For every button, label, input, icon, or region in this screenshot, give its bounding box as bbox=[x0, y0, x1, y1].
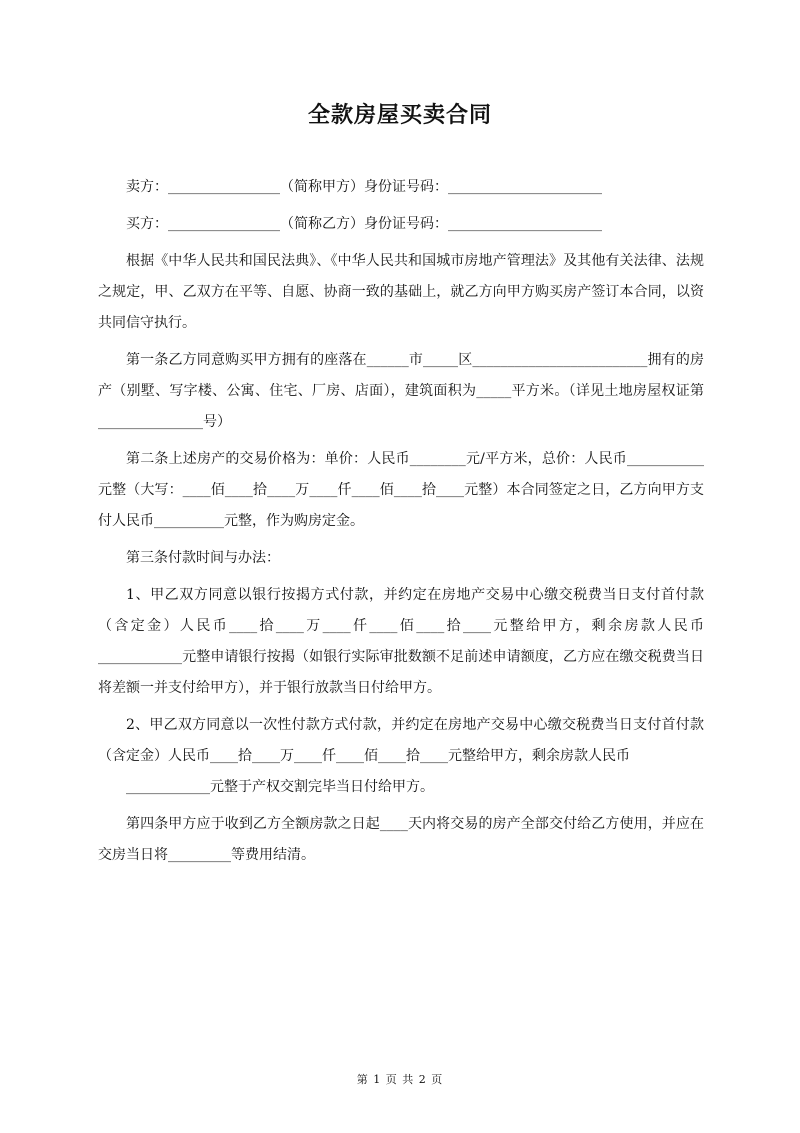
article-2-paragraph: 第二条上述房产的交易价格为：单价：人民币________元/平方米，总价：人民币___________元整（大写：____佰____拾____万____仟____佰____拾____元整）本合同签定之日，乙方向甲方支付人民币__________元整，作为购房定金。 bbox=[98, 451, 704, 529]
article-3-item-1: 1、甲乙双方同意以银行按揭方式付款，并约定在房地产交易中心缴交税费当日支付首付款（含定金）人民币____拾____万____仟____佰____拾____元整给甲方，剩余房款人民币____________元整申请银行按揭（如银行实际审批数额不足前述申请额度，乙方应在缴交税费当日将差额一并支付给甲方），并于银行放款当日付给甲方。 bbox=[98, 587, 704, 696]
article-1-paragraph: 第一条乙方同意购买甲方拥有的座落在______市_____区_________________________拥有的房产（别墅、写字楼、公寓、住宅、厂房、店面），建筑面积为_____平方米。（详见土地房屋权证第_______________号） bbox=[98, 352, 704, 430]
document-body bbox=[98, 172, 704, 877]
seller-line: 卖方：________________（简称甲方）身份证号码：______________________ bbox=[126, 179, 602, 195]
document-title: 全款房屋买卖合同 bbox=[307, 103, 492, 128]
article-3-heading: 第三条付款时间与办法： bbox=[126, 550, 280, 566]
article-3-item-2-text: 2、甲乙双方同意以一次性付款方式付款，并约定在房地产交易中心缴交税费当日支付首付款（含定金）人民币____拾____万____仟____佰____拾____元整给甲方，剩余房款人民币 bbox=[98, 717, 704, 764]
page-indicator: 第 1 页 共 2 页 bbox=[356, 1073, 444, 1086]
preamble-paragraph: 根据《中华人民共和国民法典》、《中华人民共和国城市房地产管理法》及其他有关法律、法规之规定，甲、乙双方在平等、自愿、协商一致的基础上，就乙方向甲方购买房产签订本合同，以资共同信守执行。 bbox=[98, 253, 704, 331]
article-3-item-2 bbox=[98, 710, 704, 803]
article-3-item-2-continuation: ____________元整于产权交割完毕当日付给甲方。 bbox=[126, 779, 434, 795]
article-4-paragraph: 第四条甲方应于收到乙方全额房款之日起____天内将交易的房产全部交付给乙方使用，并应在交房当日将_________等费用结清。 bbox=[98, 816, 704, 863]
buyer-line: 买方：________________（简称乙方）身份证号码：______________________ bbox=[126, 216, 602, 232]
